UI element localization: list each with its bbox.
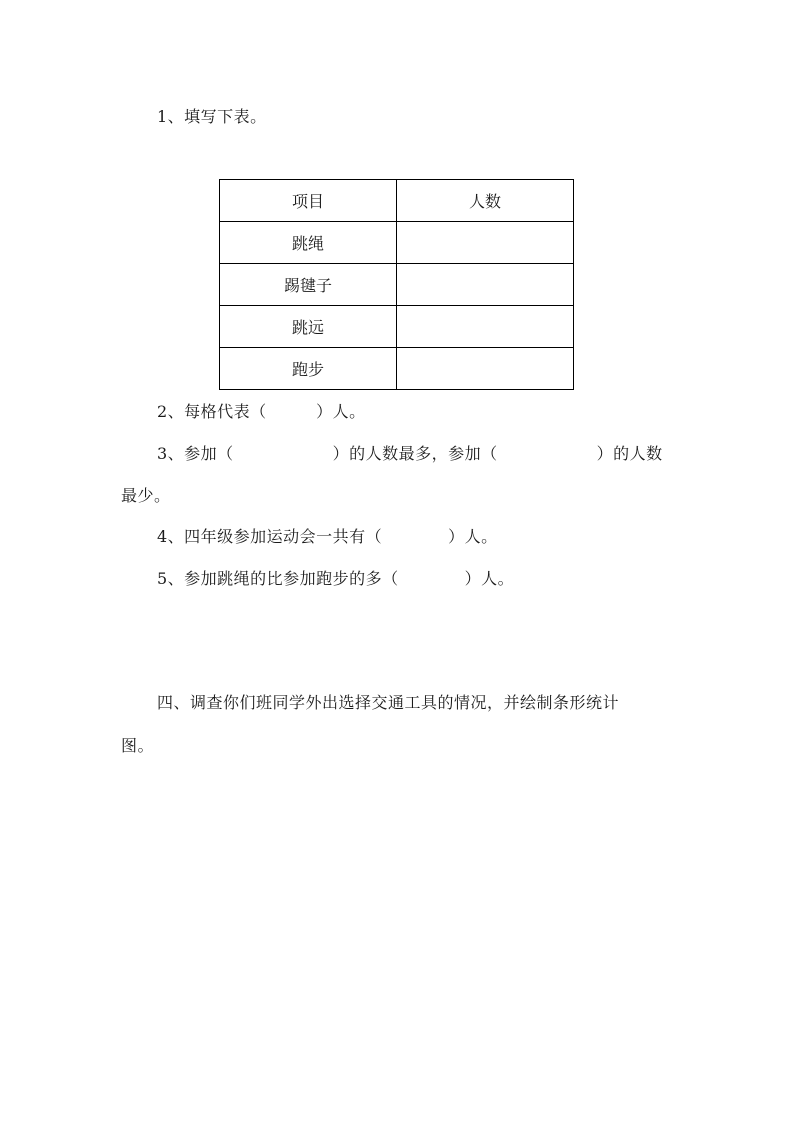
- question-5: 5、参加跳绳的比参加跑步的多（ ）人。: [157, 569, 515, 588]
- row-item: 跑步: [220, 348, 397, 390]
- question-2: 2、每格代表（ ）人。: [157, 402, 366, 421]
- section-4-line-2: 图。: [121, 736, 155, 755]
- table-row: [220, 222, 574, 264]
- section-4-line-1: 四、调查你们班同学外出选择交通工具的情况，并绘制条形统计: [157, 693, 620, 712]
- header-item: 项目: [220, 180, 397, 222]
- table-row: [220, 348, 574, 390]
- table-row: [220, 306, 574, 348]
- header-count: 人数: [397, 180, 574, 222]
- row-item: 踢毽子: [220, 264, 397, 306]
- table-header-row: [220, 180, 574, 222]
- row-count-blank[interactable]: [397, 264, 574, 306]
- question-4: 4、四年级参加运动会一共有（ ）人。: [157, 527, 498, 546]
- row-count-blank[interactable]: [397, 306, 574, 348]
- sports-table: [219, 179, 574, 390]
- question-3-line-2: 最少。: [121, 486, 171, 505]
- table-row: [220, 264, 574, 306]
- question-1: 1、填写下表。: [157, 107, 267, 126]
- row-item: 跳远: [220, 306, 397, 348]
- question-3-line-1: 3、参加（ ）的人数最多，参加（ ）的人数: [157, 444, 663, 463]
- row-count-blank[interactable]: [397, 222, 574, 264]
- row-item: 跳绳: [220, 222, 397, 264]
- row-count-blank[interactable]: [397, 348, 574, 390]
